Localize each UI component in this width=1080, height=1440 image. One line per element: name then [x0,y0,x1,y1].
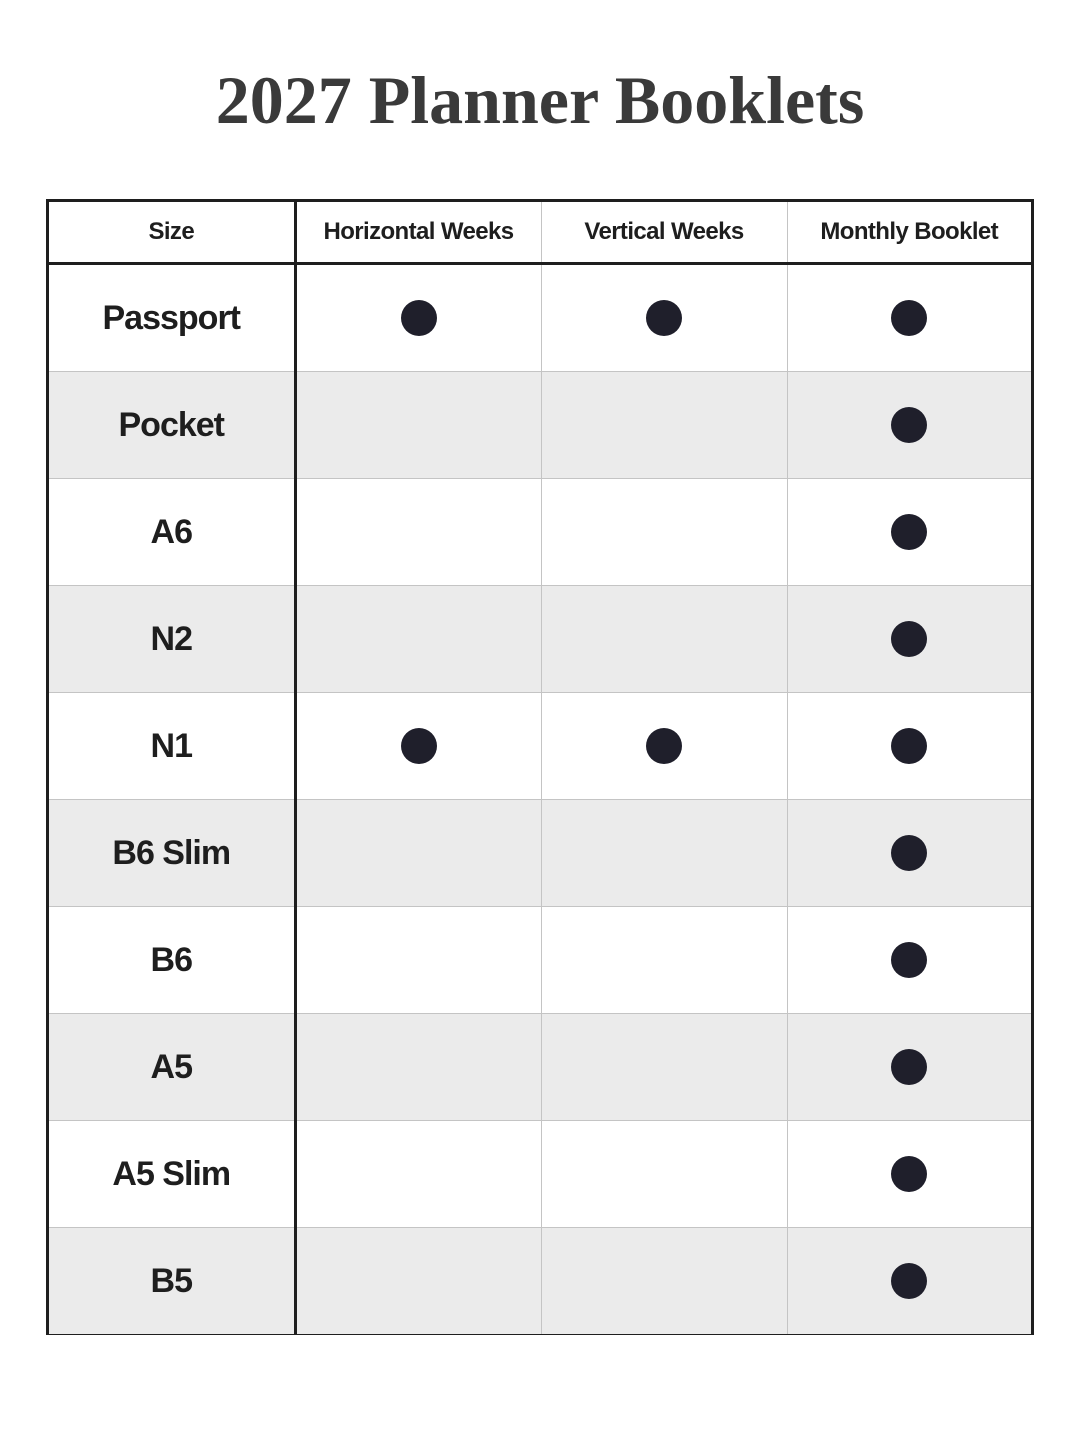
table-body [49,264,1031,1335]
cell-monthly-booklet [787,800,1031,907]
filled-dot-icon [891,835,927,871]
cell-vertical-weeks [541,372,787,479]
cell-monthly-booklet [787,372,1031,479]
table-row [49,800,1031,907]
cell-horizontal-weeks [295,586,541,693]
column-header-size: Size [49,202,295,264]
cell-horizontal-weeks [295,1014,541,1121]
size-label: A5 Slim [49,1121,295,1228]
table-row [49,1014,1031,1121]
filled-dot-icon [891,1263,927,1299]
header-row [49,202,1031,264]
filled-dot-icon [891,621,927,657]
cell-horizontal-weeks [295,907,541,1014]
size-label: N2 [49,586,295,693]
cell-monthly-booklet [787,479,1031,586]
filled-dot-icon [401,300,437,336]
filled-dot-icon [401,728,437,764]
cell-horizontal-weeks [295,1228,541,1335]
table-row [49,264,1031,372]
size-label: B6 Slim [49,800,295,907]
cell-monthly-booklet [787,264,1031,372]
filled-dot-icon [891,514,927,550]
cell-horizontal-weeks [295,264,541,372]
cell-vertical-weeks [541,907,787,1014]
cell-vertical-weeks [541,1121,787,1228]
size-label: B5 [49,1228,295,1335]
cell-monthly-booklet [787,1228,1031,1335]
filled-dot-icon [646,728,682,764]
cell-vertical-weeks [541,479,787,586]
cell-monthly-booklet [787,1014,1031,1121]
table-row [49,693,1031,800]
table-row [49,586,1031,693]
cell-monthly-booklet [787,907,1031,1014]
cell-monthly-booklet [787,586,1031,693]
filled-dot-icon [891,407,927,443]
cell-vertical-weeks [541,264,787,372]
column-header-vertical-weeks: Vertical Weeks [541,202,787,264]
table-row [49,1121,1031,1228]
cell-vertical-weeks [541,800,787,907]
cell-vertical-weeks [541,586,787,693]
filled-dot-icon [891,942,927,978]
cell-horizontal-weeks [295,479,541,586]
filled-dot-icon [646,300,682,336]
cell-vertical-weeks [541,1228,787,1335]
cell-vertical-weeks [541,693,787,800]
size-label: A6 [49,479,295,586]
size-label: Passport [102,298,240,337]
cell-horizontal-weeks [295,693,541,800]
planner-availability-table [46,199,1034,1335]
cell-monthly-booklet [787,1121,1031,1228]
cell-vertical-weeks [541,1014,787,1121]
size-label: B6 [49,907,295,1014]
cell-horizontal-weeks [295,800,541,907]
filled-dot-icon [891,728,927,764]
table-row [49,1228,1031,1335]
cell-monthly-booklet [787,693,1031,800]
filled-dot-icon [891,300,927,336]
page-title: 2027 Planner Booklets [215,62,865,138]
size-label: N1 [49,693,295,800]
filled-dot-icon [891,1156,927,1192]
column-header-horizontal-weeks: Horizontal Weeks [295,202,541,264]
cell-horizontal-weeks [295,372,541,479]
filled-dot-icon [891,1049,927,1085]
table-row [49,372,1031,479]
column-header-monthly-booklet: Monthly Booklet [787,202,1031,264]
availability-grid [49,202,1031,1334]
size-label: A5 [49,1014,295,1121]
cell-horizontal-weeks [295,1121,541,1228]
table-row [49,907,1031,1014]
size-label: Pocket [49,372,295,479]
table-row [49,479,1031,586]
